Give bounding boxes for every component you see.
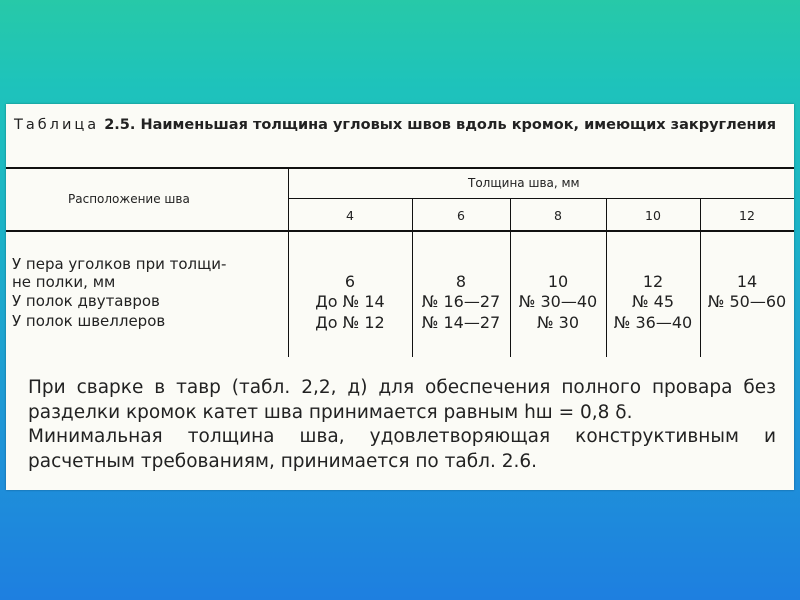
thickness-10: 10 — [645, 208, 661, 223]
cell-ibeam-10: № 45 — [631, 292, 675, 311]
table-header-rule — [6, 230, 794, 232]
cell-ibeam-8: № 30—40 — [518, 292, 598, 311]
cell-flange-12: 14 — [736, 272, 758, 291]
body-paragraph — [28, 376, 776, 474]
header-weld-position: Расположение шва — [68, 192, 190, 206]
thickness-12: 12 — [739, 208, 755, 223]
cell-ibeam-4: До № 14 — [315, 292, 385, 311]
table-subheader-rule — [288, 198, 794, 199]
cell-ibeam-6: № 16—27 — [421, 292, 501, 311]
thickness-8: 8 — [554, 208, 562, 223]
row-label-angle-flange-1: У пера уголков при толщи- — [12, 255, 227, 273]
row-label-angle-flange-2: не полки, мм — [12, 273, 116, 291]
cell-channel-6: № 14—27 — [421, 313, 501, 332]
table-top-rule — [6, 167, 794, 169]
cell-channel-10: № 36—40 — [613, 313, 693, 332]
cell-flange-8: 10 — [547, 272, 569, 291]
cell-flange-6: 8 — [455, 272, 467, 291]
cell-flange-10: 12 — [642, 272, 664, 291]
thickness-6: 6 — [457, 208, 465, 223]
cell-channel-4: До № 12 — [315, 313, 385, 332]
table-caption-lead: Таблица — [14, 117, 100, 133]
row-label-ibeam: У полок двутавров — [12, 292, 160, 310]
table-caption-text: 2.5. Наименьшая толщина угловых швов вдоль кромок, имеющих закругления — [104, 117, 777, 133]
paragraph-min-thickness: Минимальная толщина шва, удовлетворяющая конструктивным и расчетным требованиям, принимается по табл. 2.6. — [28, 426, 776, 472]
row-label-channel: У полок швеллеров — [12, 312, 166, 330]
scanned-table-page — [6, 104, 794, 490]
thickness-4: 4 — [346, 208, 354, 223]
cell-channel-8: № 30 — [536, 313, 580, 332]
table-caption — [14, 116, 784, 134]
cell-flange-4: 6 — [344, 272, 356, 291]
cell-ibeam-12: № 50—60 — [707, 292, 787, 311]
paragraph-tee-weld: При сварке в тавр (табл. 2,2, д) для обеспечения полного провара без разделки кромок катет шва принимается равным hш = 0,8 δ. — [28, 377, 776, 423]
header-weld-thickness: Толщина шва, мм — [468, 176, 580, 190]
